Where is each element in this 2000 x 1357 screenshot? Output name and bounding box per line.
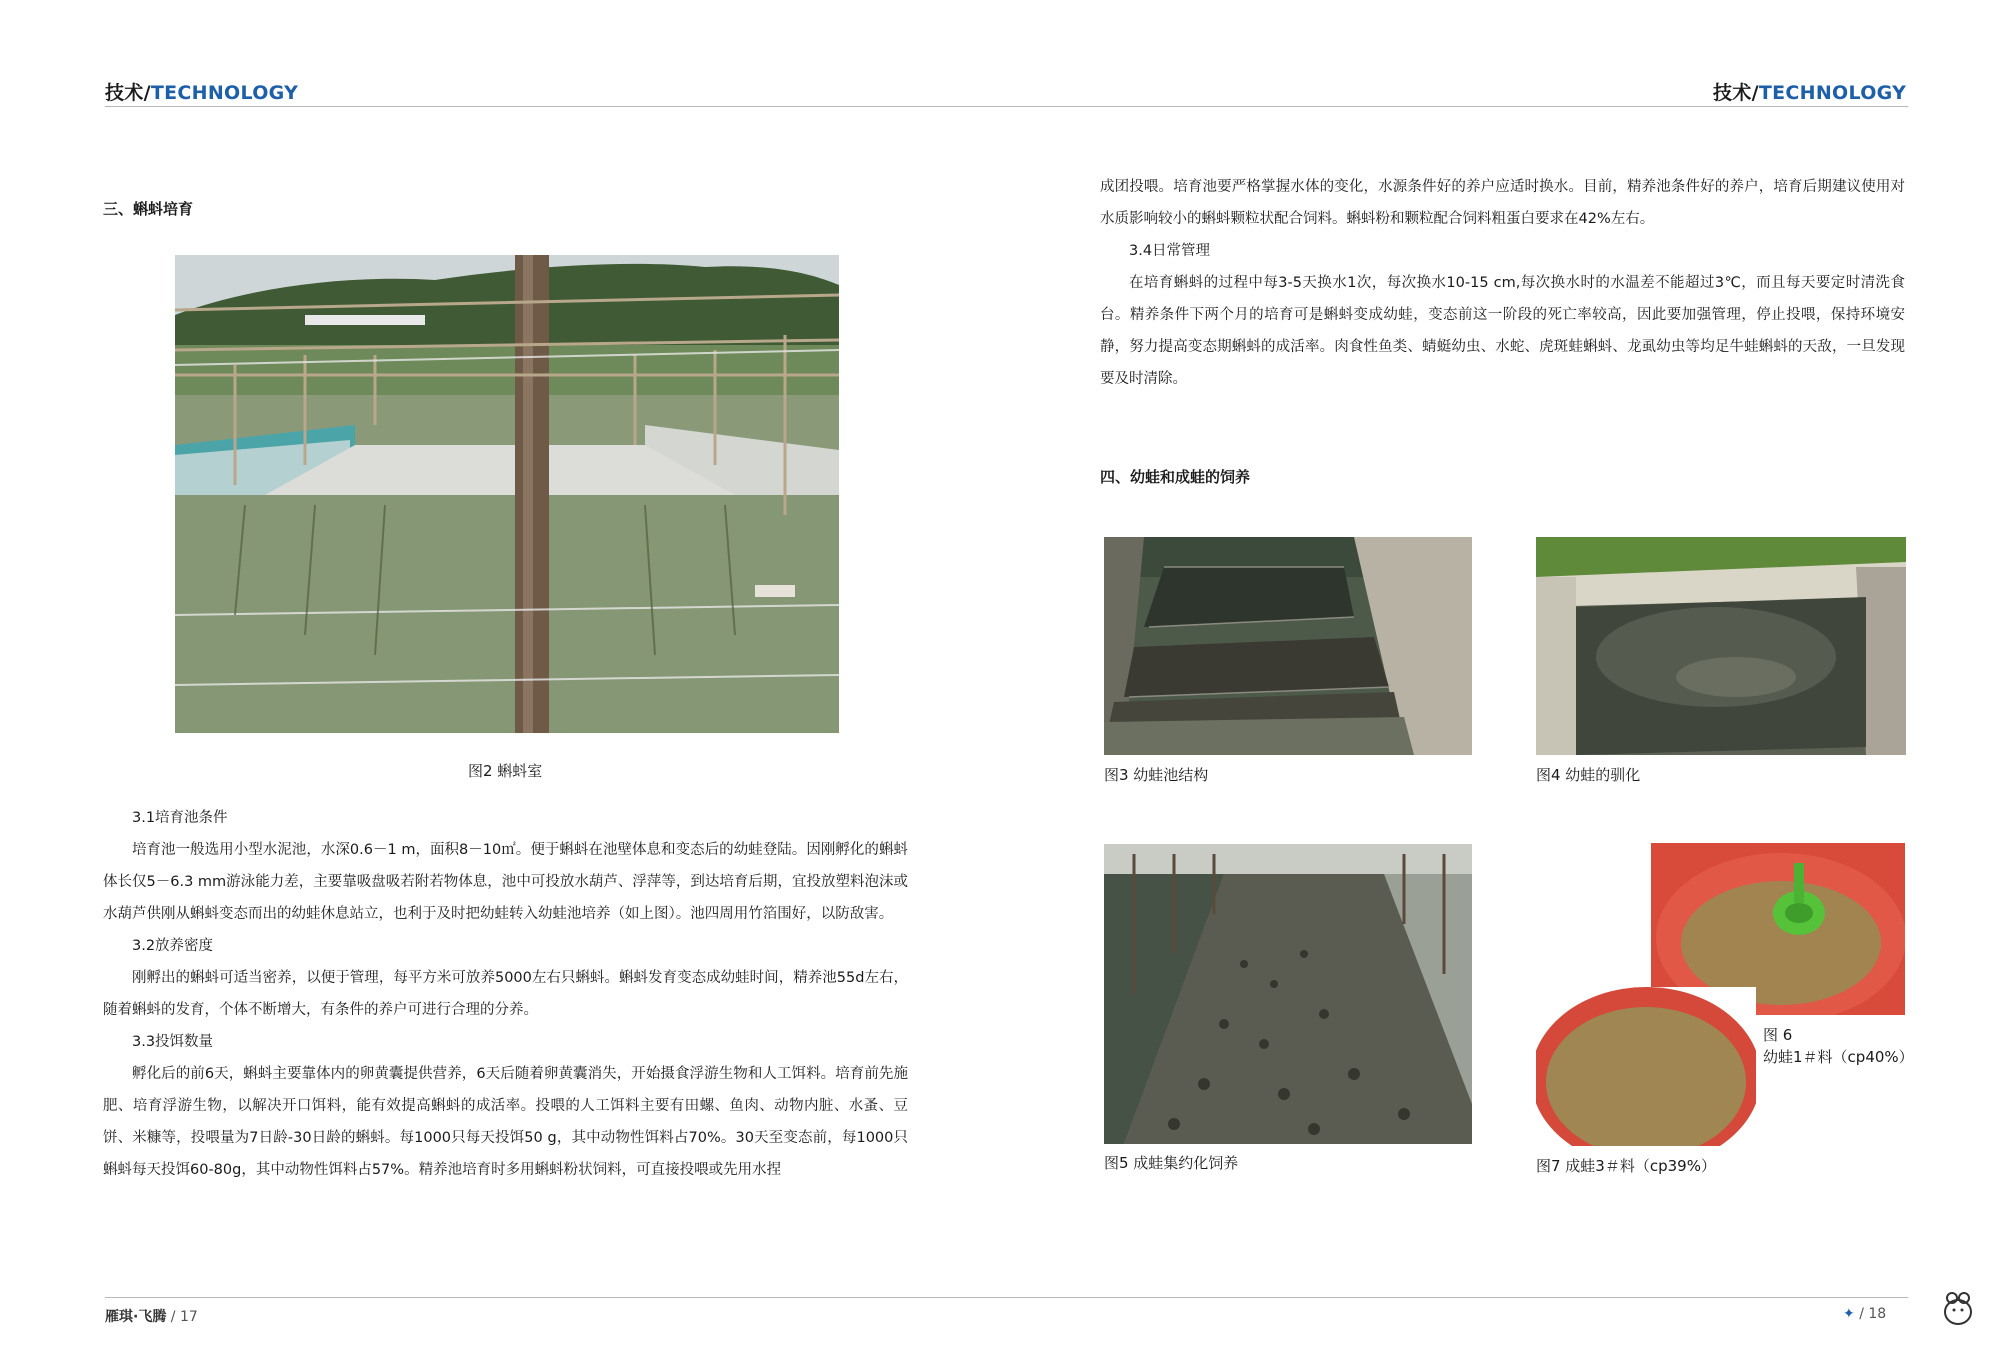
header-right	[1713, 78, 1906, 105]
fig3-caption: 图3 幼蛙池结构	[1104, 766, 1209, 784]
footer-left-page: / 17	[170, 1309, 198, 1325]
fig6-caption-line2: 幼蛙1＃料（cp40%）	[1763, 1048, 1914, 1066]
header-right-cn: 技术/	[1713, 82, 1759, 104]
footer-right	[1843, 1306, 1886, 1322]
header-left-cn: 技术/	[105, 82, 151, 104]
left-body-text	[103, 802, 908, 1186]
mascot-icon	[1938, 1288, 1978, 1328]
fig7-adult-feed-photo	[1536, 987, 1756, 1146]
fig6-caption-line1: 图 6	[1763, 1026, 1793, 1044]
s33-paragraph: 孵化后的前6天，蝌蚪主要靠体内的卵黄囊提供营养，6天后随着卵黄囊消失，开始摄食浮游生物和人工饵料。培育前先施肥、培育浮游生物，以解决开口饵料，能有效提高蝌蚪的成活率。投喂的人工饵料主要有田螺、鱼肉、动物内脏、水蚤、豆饼、米糠等，投喂量为7日龄-30日龄的蝌蚪。每1000只每天投饵50 g，其中动物性饵料占70%。30天至变态前，每1000只蝌蚪每天投饵60-80g，其中动物性饵料占57%。精养池培育时多用蝌蚪粉状饲料，可直接投喂或先用水捏	[103, 1066, 908, 1178]
right-body-text	[1100, 171, 1905, 395]
header-rule	[105, 106, 1908, 107]
fig5-caption: 图5 成蛙集约化饲养	[1104, 1154, 1239, 1172]
fig4-caption: 图4 幼蛙的驯化	[1536, 766, 1641, 784]
footer-brand: 雁琪·飞腾	[105, 1309, 167, 1325]
s32-title: 3.2放养密度	[132, 938, 214, 954]
fig2-tadpole-room-photo	[175, 255, 839, 733]
fig2-caption: 图2 蝌蚪室	[468, 762, 543, 780]
header-left	[105, 78, 298, 105]
s34-paragraph: 在培育蝌蚪的过程中每3-5天换水1次，每次换水10-15 cm,每次换水时的水温差不能超过3℃，而且每天要定时清洗食台。精养条件下两个月的培育可是蝌蚪变成幼蛙，变态前这一阶段的死亡率较高，因此要加强管理，停止投喂，保持环境安静，努力提高变态期蝌蚪的成活率。肉食性鱼类、蜻蜓幼虫、水蛇、虎斑蛙蝌蚪、龙虱幼虫等均足牛蛙蝌蚪的天敌，一旦发现要及时清除。	[1100, 275, 1905, 387]
s34-title: 3.4日常管理	[1129, 243, 1211, 259]
s31-title: 3.1培育池条件	[132, 810, 228, 826]
footer-left	[105, 1306, 198, 1326]
header-left-en: TECHNOLOGY	[150, 82, 299, 104]
s33-title: 3.3投饵数量	[132, 1034, 214, 1050]
header-right-en: TECHNOLOGY	[1758, 82, 1907, 104]
section-title-frogs: 四、幼蛙和成蛙的饲养	[1100, 468, 1251, 486]
fig3-frog-pond-photo	[1104, 537, 1472, 755]
continued-paragraph: 成团投喂。培育池要严格掌握水体的变化，水源条件好的养户应适时换水。目前，精养池条件好的养户，培育后期建议使用对水质影响较小的蝌蚪颗粒状配合饲料。蝌蚪粉和颗粒配合饲料粗蛋白要求在42%左右。	[1100, 179, 1905, 227]
s31-paragraph: 培育池一般选用小型水泥池，水深0.6－1 m，面积8－10㎡。便于蝌蚪在池壁体息和变态后的幼蛙登陆。因刚孵化的蝌蚪体长仅5－6.3 mm游泳能力差，主要靠吸盘吸若附若物体息，池中可投放水葫芦、浮萍等，到达培育后期，宜投放塑料泡沫或水葫芦供刚从蝌蚪变态而出的幼蛙休息站立，也利于及时把幼蛙转入幼蛙池培养（如上图）。池四周用竹箔围好，以防敌害。	[103, 842, 908, 922]
footer-logo-icon: ✦	[1843, 1306, 1855, 1322]
footer-right-page: / 18	[1859, 1306, 1887, 1322]
fig7-caption: 图7 成蛙3＃料（cp39%）	[1536, 1157, 1716, 1175]
fig4-frog-domestication-photo	[1536, 537, 1906, 755]
section-title-tadpole: 三、蝌蚪培育	[103, 200, 194, 218]
s32-paragraph: 刚孵出的蝌蚪可适当密养，以便于管理，每平方米可放养5000左右只蝌蚪。蝌蚪发育变态成幼蛙时间，精养池55d左右，随着蝌蚪的发育，个体不断增大，有条件的养户可进行合理的分养。	[103, 970, 908, 1018]
footer-rule	[105, 1297, 1908, 1298]
fig5-intensive-farming-photo	[1104, 844, 1472, 1144]
